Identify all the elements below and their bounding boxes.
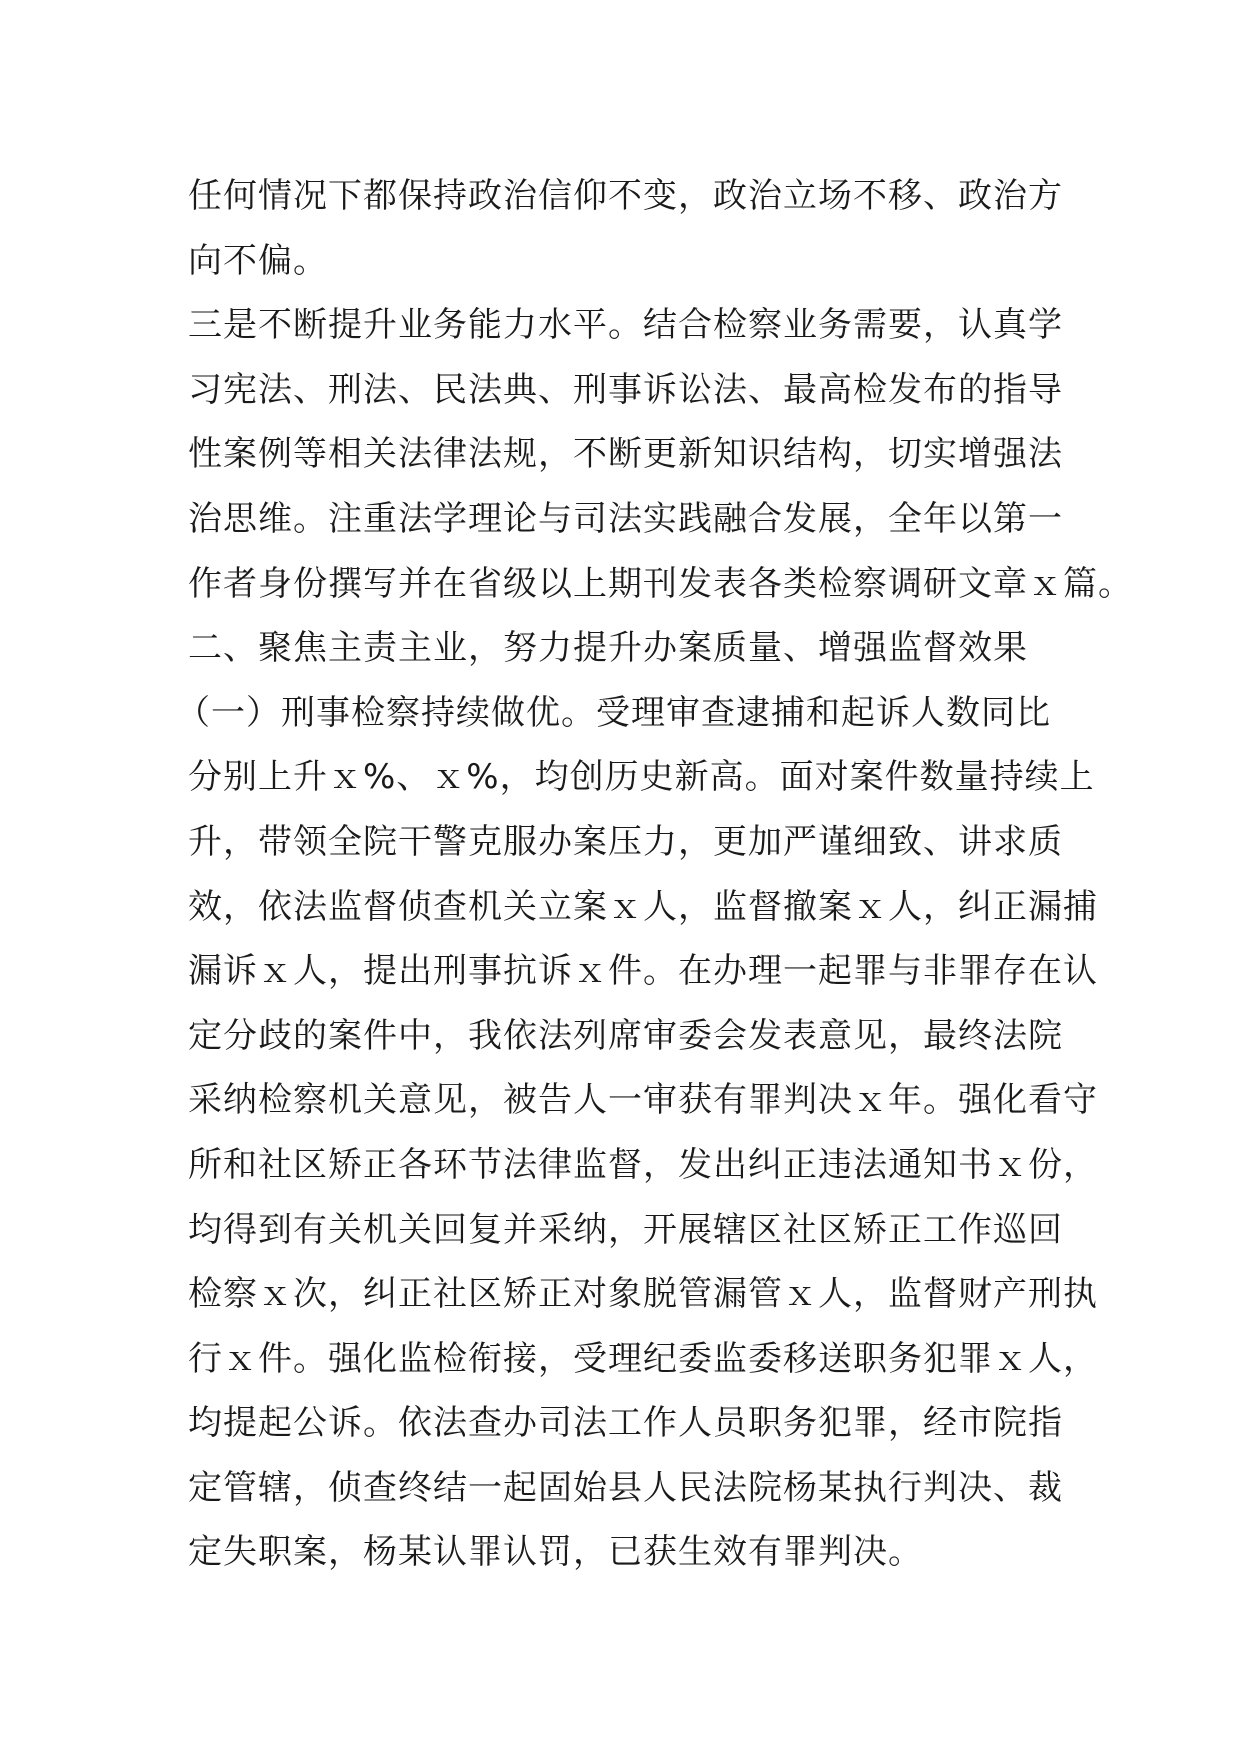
text-line: 均得到有关机关回复并采纳，开展辖区社区矫正工作巡回 [188,1209,1063,1250]
text-line: 任何情况下都保持政治信仰不变，政治立场不移、政治方 [188,176,1063,216]
text-line: 定分歧的案件中，我依法列席审委会发表意见，最终法院 [188,1015,1063,1056]
document-body [176,164,1133,1585]
text-line: 向不偏。 [188,240,328,281]
text-line: 采纳检察机关意见，被告人一审获有罪判决ｘ年。强化看守 [188,1080,1098,1121]
text-line: 检察ｘ次，纠正社区矫正对象脱管漏管ｘ人，监督财产刑执 [188,1274,1098,1315]
text-line: 定管辖，侦查终结一起固始县人民法院杨某执行判决、裁 [188,1467,1063,1508]
text-line: 性案例等相关法律法规，不断更新知识结构，切实增强法 [188,434,1063,475]
text-line: 均提起公诉。依法查办司法工作人员职务犯罪，经市院指 [188,1403,1063,1444]
text-line: 治思维。注重法学理论与司法实践融合发展，全年以第一 [188,498,1063,539]
text-line: 所和社区矫正各环节法律监督，发出纠正违法通知书ｘ份， [188,1144,1098,1185]
section-heading: 二、聚焦主责主业，努力提升办案质量、增强监督效果 [188,628,1028,669]
text-line: 作者身份撰写并在省级以上期刊发表各类检察调研文章ｘ篇。 [188,563,1133,604]
text-line: 升，带领全院干警克服办案压力，更加严谨细致、讲求质 [188,821,1063,862]
text-line: 三是不断提升业务能力水平。结合检察业务需要，认真学 [188,305,1063,346]
subsection-heading-line: （一）刑事检察持续做优。受理审查逮捕和起诉人数同比 [176,692,1051,733]
text-line: 效，依法监督侦查机关立案ｘ人，监督撤案ｘ人，纠正漏捕 [188,886,1098,927]
text-line: 漏诉ｘ人，提出刑事抗诉ｘ件。在办理一起罪与非罪存在认 [188,951,1098,992]
text-line: 分别上升ｘ%、ｘ%，均创历史新高。面对案件数量持续上 [188,757,1095,798]
text-line: 行ｘ件。强化监检衔接，受理纪委监委移送职务犯罪ｘ人， [188,1338,1098,1379]
text-line: 定失职案，杨某认罪认罚，已获生效有罪判决。 [188,1532,923,1573]
text-line: 习宪法、刑法、民法典、刑事诉讼法、最高检发布的指导 [188,369,1063,410]
